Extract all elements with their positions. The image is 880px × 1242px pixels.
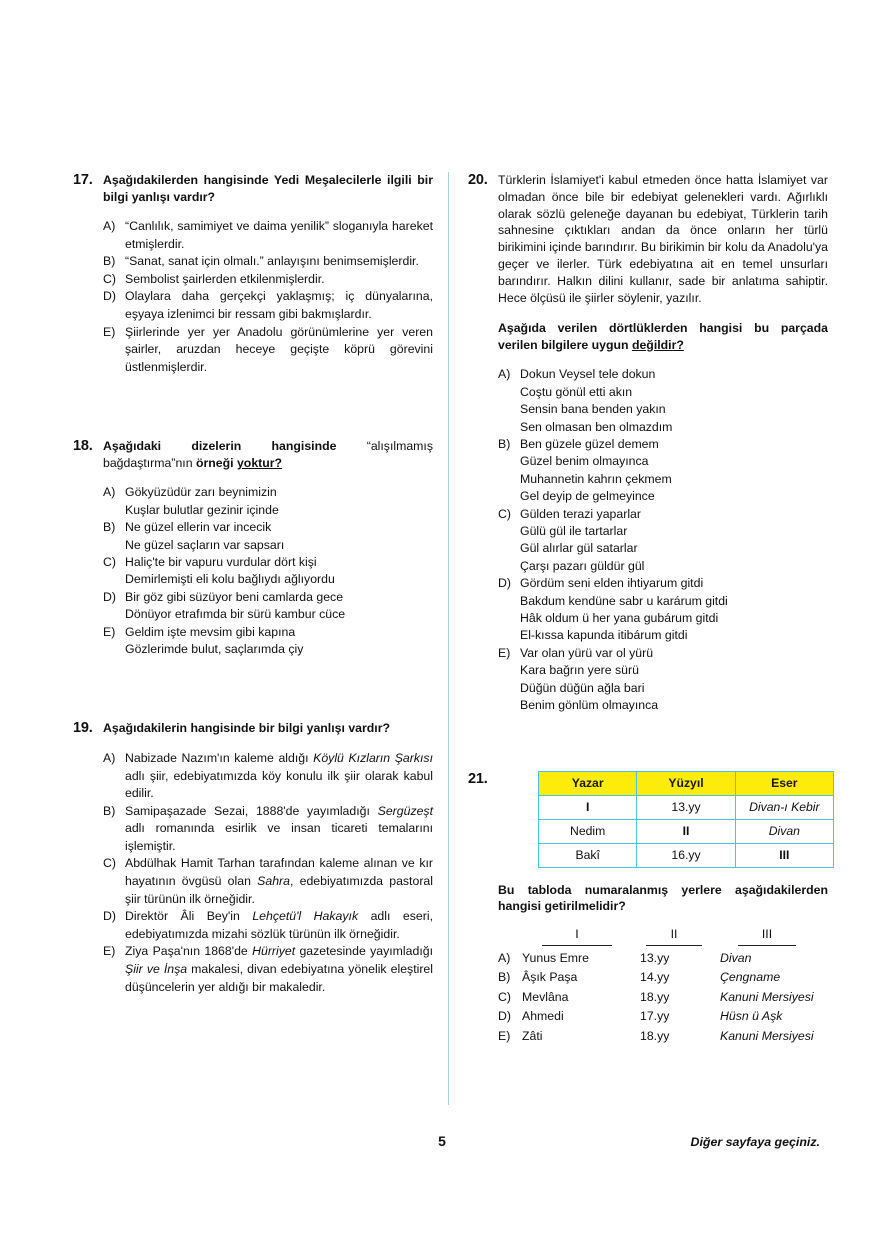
answer-option-e[interactable] <box>498 1027 828 1047</box>
option-a-line-3: Sensin bana benden yakın <box>520 402 666 417</box>
option-b-line-1: Ben güzele güzel demem <box>520 437 659 451</box>
option-e-line-4: Benim gönlüm olmayınca <box>520 698 659 713</box>
option-b-label: B) <box>498 437 511 451</box>
option-e[interactable] <box>103 324 433 377</box>
answer-header-1-label: I <box>542 926 612 946</box>
option-d-line-3: Hâk oldum ü her yana gubárum gitdi <box>520 611 719 626</box>
question-18-options <box>103 484 433 658</box>
option-e-col-3-value: Kanuni Mersiyesi <box>720 1028 814 1043</box>
table-row <box>539 843 834 867</box>
question-19-options <box>103 750 433 996</box>
option-b-col-3 <box>720 968 850 988</box>
option-a-label: A) <box>103 219 116 233</box>
option-b-col-2: 14.yy <box>640 970 670 984</box>
answer-option-d[interactable] <box>498 1007 828 1027</box>
option-c-text <box>125 855 433 908</box>
option-b-label: B) <box>103 254 116 269</box>
work-title: Lehçetü'l Hakayık <box>252 909 359 924</box>
option-c[interactable] <box>103 855 433 908</box>
option-c-col-2: 18.yy <box>640 989 670 1004</box>
cell-yazar: Nedim <box>539 819 637 843</box>
option-a[interactable] <box>498 366 828 436</box>
option-c-label: C) <box>498 506 511 521</box>
cell-yazar: I <box>539 795 637 819</box>
option-e-text <box>125 943 433 996</box>
stem-part-1: Aşağıdaki dizelerin hangisinde <box>103 439 337 454</box>
work-title: Köylü Kızların Şarkısı <box>313 750 433 765</box>
question-21-number: 21. <box>468 770 488 787</box>
question-20 <box>468 172 828 715</box>
option-d-line-1: Gördüm seni elden ihtiyarum gitdi <box>520 576 704 591</box>
answer-header-col-2 <box>640 926 720 946</box>
option-a-line-4: Sen olmasan ben olmazdım <box>520 419 673 434</box>
cell-eser: Divan <box>735 819 833 843</box>
option-a[interactable] <box>103 750 433 803</box>
cell-yazar: Bakî <box>539 843 637 867</box>
stem-part-1: Aşağıda verilen dörtlüklerden hangisi bu parçada verilen bilgilere uygun <box>498 321 828 352</box>
question-19-number: 19. <box>73 720 93 737</box>
work-title-2: Şiir ve İnşa <box>125 962 188 977</box>
option-a[interactable] <box>103 484 433 519</box>
question-19-stem: Aşağıdakilerin hangisinde bir bilgi yanlışı vardır? <box>103 721 391 736</box>
option-a-line-1: Dokun Veysel tele dokun <box>520 367 656 382</box>
table-header-yazar: Yazar <box>539 771 637 795</box>
cell-yuzyil: II <box>637 819 735 843</box>
option-e-col-2: 18.yy <box>640 1028 670 1043</box>
option-a-label: A) <box>103 485 116 500</box>
option-d[interactable] <box>498 575 828 645</box>
question-18-number: 18. <box>73 438 93 455</box>
option-e[interactable] <box>103 943 433 996</box>
question-20-options <box>498 366 828 714</box>
option-e-col-1: Zâti <box>522 1028 543 1043</box>
option-a-text <box>125 750 433 803</box>
option-b-label: B) <box>103 803 116 818</box>
option-a-col-1: Yunus Emre <box>522 950 589 965</box>
option-e-line-1: Geldim işte mevsim gibi kapına <box>125 624 296 639</box>
answer-grid-header-row <box>498 926 828 946</box>
answer-option-a[interactable] <box>498 949 828 969</box>
option-a-text: “Canlılık, samimiyet ve daima yenilik” sloganıyla hareket etmişlerdir. <box>125 219 433 251</box>
option-c-col-1: Mevlâna <box>522 989 569 1004</box>
text-pre: Samipaşazade Sezai, 1888'de yayımladığı <box>125 803 378 818</box>
option-c[interactable] <box>103 271 433 289</box>
question-17-options <box>103 218 433 376</box>
option-b-label: B) <box>103 520 116 535</box>
question-21 <box>468 771 828 1047</box>
option-a[interactable] <box>103 218 433 253</box>
option-c-line-1: Haliç'te bir vapuru vurdular dört kişi <box>125 554 317 569</box>
option-e-label: E) <box>498 645 511 660</box>
table-header-eser: Eser <box>735 771 833 795</box>
yazar-yuzyil-eser-table <box>538 771 834 868</box>
option-b-line-3: Muhannetin kahrın çekmem <box>520 471 672 486</box>
cell-eser: III <box>735 843 833 867</box>
option-e[interactable] <box>103 624 433 659</box>
text-pre: Nabizade Nazım'ın kaleme aldığı <box>125 750 314 765</box>
option-b[interactable] <box>103 519 433 554</box>
text-post: makalesi, divan edebiyatına yönelik eleştirel düşüncelerin yer aldığı bir makaledir. <box>125 962 434 994</box>
option-d[interactable] <box>103 288 433 323</box>
option-b-line-2: Ne güzel saçların var sapsarı <box>125 537 285 552</box>
option-d-line-2: Bakdum kendüne sabr u karárum gitdi <box>520 593 728 608</box>
cell-eser: Divan-ı Kebir <box>735 795 833 819</box>
option-a-label: A) <box>103 750 116 765</box>
option-b-line-4: Gel deyip de gelmeyince <box>520 489 655 504</box>
work-title: Sergüzeşt <box>377 803 433 818</box>
page-number: 5 <box>438 1133 446 1149</box>
table-row <box>539 795 834 819</box>
table-row <box>539 819 834 843</box>
option-c-line-2: Gülü gül ile tartarlar <box>520 524 628 539</box>
question-18-stem <box>103 438 433 471</box>
text-mid: gazetesinde yayımladığı <box>295 944 434 959</box>
option-b-text: “Sanat, sanat için olmalı.” anlayışını benimsemişlerdir. <box>125 254 419 269</box>
option-c-col-3 <box>720 988 850 1008</box>
option-a-col-3 <box>720 949 850 969</box>
option-a-label: A) <box>498 950 511 965</box>
stem-underlined: değildir? <box>631 337 684 352</box>
option-c[interactable] <box>103 554 433 589</box>
option-c-label: C) <box>498 989 511 1004</box>
option-d-label: D) <box>103 289 116 304</box>
option-e-label: E) <box>103 624 116 639</box>
text-pre: Ziya Paşa'nın 1868'de <box>125 944 253 959</box>
option-d-col-2: 17.yy <box>640 1009 670 1023</box>
option-e-col-3 <box>720 1027 850 1047</box>
spacer <box>73 662 433 720</box>
option-b-col-1: Âşık Paşa <box>522 970 578 984</box>
option-e-text: Şiirlerinde yer yer Anadolu görünümlerine yer veren şairler, aruzdan heceye geçişte köprü görevini üstlenmişlerdir. <box>125 324 433 374</box>
text-post: adlı romanında esirlik ve insan ticareti temalarını işlemiştir. <box>125 821 433 853</box>
question-17-stem: Aşağıdakilerden hangisinde Yedi Meşalecilerle ilgili bir bilgi yanlışı vardır? <box>103 173 433 204</box>
cell-yuzyil: 16.yy <box>637 843 735 867</box>
option-b-col-3-value: Çengname <box>720 970 781 984</box>
text-pre: Abdülhak Hamit Tarhan tarafından kaleme alınan ve kır hayatının övgüsü olan <box>125 856 433 889</box>
cell-yuzyil: 13.yy <box>637 795 735 819</box>
option-c-text: Sembolist şairlerden etkilenmişlerdir. <box>125 271 325 286</box>
option-e-line-2: Gözlerimde bulut, saçlarımda çiy <box>125 642 304 656</box>
question-21-stem: Bu tabloda numaralanmış yerlere aşağıdakilerden hangisi getirilmelidir? <box>498 882 828 913</box>
answer-header-2-label: II <box>646 926 702 946</box>
stem-part-2: örneği <box>195 455 234 470</box>
option-e-label: E) <box>103 944 116 959</box>
next-page-note: Diğer sayfaya geçiniz. <box>690 1135 820 1149</box>
option-e-line-1: Var olan yürü var ol yürü <box>520 645 654 660</box>
question-19 <box>73 720 433 996</box>
work-title: Hürriyet <box>252 944 296 959</box>
text-post: adlı şiir, edebiyatımızda köy konulu ilk şiir olarak kabul edilir. <box>125 768 433 801</box>
option-d-line-1: Bir göz gibi süzüyor beni camlarda gece <box>125 589 344 604</box>
option-d-line-2: Dönüyor etrafımda bir sürü kambur cüce <box>125 607 346 622</box>
answer-header-col-3 <box>720 926 850 946</box>
option-c[interactable] <box>498 506 828 576</box>
option-e-line-3: Düğün düğün ağla bari <box>520 680 645 695</box>
option-d[interactable] <box>103 589 433 624</box>
option-a-col-3-value: Divan <box>720 950 752 965</box>
option-c-line-1: Gülden terazi yaparlar <box>520 506 641 521</box>
question-21-table-wrapper <box>538 771 828 868</box>
option-c-label: C) <box>103 271 116 286</box>
option-a-label: A) <box>498 367 511 382</box>
option-c-label: C) <box>103 856 116 871</box>
option-d-line-4: El-kıssa kapunda itibárum gitdi <box>520 628 688 643</box>
option-d-label: D) <box>103 909 116 924</box>
question-20-stem <box>498 320 828 353</box>
stem-quote: “alışılmamış bağdaştırma”nın <box>103 439 433 470</box>
option-a-line-2: Kuşlar bulutlar gezinir içinde <box>125 502 279 517</box>
option-d-label: D) <box>498 1009 511 1023</box>
spacer <box>73 380 433 438</box>
option-b[interactable] <box>103 803 433 856</box>
option-a-line-2: Coştu gönül etti akın <box>520 384 633 399</box>
option-a-line-1: Gökyüzüdür zarı beynimizin <box>125 485 277 500</box>
page-footer <box>73 1133 820 1153</box>
question-20-number: 20. <box>468 172 488 188</box>
answer-header-col-1 <box>522 926 640 946</box>
option-c-label: C) <box>103 554 116 569</box>
work-title: Sahra <box>257 874 290 889</box>
option-e[interactable] <box>498 645 828 715</box>
option-e-label: E) <box>498 1028 511 1043</box>
spacer <box>468 719 828 771</box>
option-c-line-3: Gül alırlar gül satarlar <box>520 541 638 556</box>
option-b-line-1: Ne güzel ellerin var incecik <box>125 520 272 535</box>
right-column <box>468 172 828 1050</box>
option-d-text: Olaylara daha gerçekçi yaklaşmış; iç dünyalarına, eşyaya izlenimci bir ressam gibi bakmışlardır. <box>125 289 433 321</box>
table-body <box>539 795 834 867</box>
question-17 <box>73 172 433 376</box>
option-e-line-2: Kara bağrın yere sürü <box>520 663 639 678</box>
option-b-text <box>125 803 433 856</box>
option-d-label: D) <box>103 589 116 604</box>
option-b[interactable] <box>103 253 433 271</box>
question-17-number: 17. <box>73 172 93 188</box>
option-a-col-2: 13.yy <box>640 950 670 965</box>
table-header-row <box>539 771 834 795</box>
option-b-line-2: Güzel benim olmayınca <box>520 454 649 469</box>
text-post: adlı eseri, edebiyatımızda mizahi sözlük türünün ilk örneğidir. <box>125 909 433 941</box>
option-d-col-3 <box>720 1007 850 1027</box>
left-column <box>73 172 433 1000</box>
option-c-line-2: Demirlemişti eli kolu bağlıydı ağlıyordu <box>125 572 335 587</box>
column-divider <box>448 172 449 1105</box>
option-b[interactable] <box>498 436 828 506</box>
option-d-col-3-value: Hüsn ü Aşk <box>720 1009 783 1023</box>
answer-header-3-label: III <box>738 926 796 946</box>
option-c-line-4: Çarşı pazarı güldür gül <box>520 558 645 573</box>
answer-option-b[interactable] <box>498 968 828 988</box>
option-d-col-1: Ahmedi <box>522 1009 564 1023</box>
question-20-passage: Türklerin İslamiyet'i kabul etmeden önce hatta İslamiyet var olmadan önce bile bir edebiyat gelenekleri vardı. Ağırlıklı olarak sözlü geleneğe dayanan bu edebiyat, Türklerin tarih sahnesine çıktıkları andan da önce onların her türlü birikimini içinde barındırır. Bu birikimin bir kolu da Anadolu'ya geçer ve ilerler. Türk edebiyatına ait en temel unsurları barındırır. Halkın dilini kullanır, sade bir anlatıma sahiptir. Hece ölçüsü ile şiirler söylenir, yazılır. <box>498 173 828 305</box>
table-header-yuzyil: Yüzyıl <box>637 771 735 795</box>
option-c-col-3-value: Kanuni Mersiyesi <box>720 989 814 1004</box>
question-18 <box>73 438 433 658</box>
text-pre: Direktör Âli Bey'in <box>125 909 253 924</box>
stem-underlined: yoktur? <box>236 455 283 470</box>
option-d-label: D) <box>498 576 511 591</box>
answer-option-c[interactable] <box>498 988 828 1008</box>
option-d-text <box>125 908 433 943</box>
option-d[interactable] <box>103 908 433 943</box>
option-b-label: B) <box>498 970 511 984</box>
table-head <box>539 771 834 795</box>
question-21-answer-grid <box>498 926 828 1047</box>
option-e-label: E) <box>103 324 116 339</box>
text-post: , edebiyatımızda pastoral şiir türünün ilk örneğidir. <box>125 874 433 906</box>
